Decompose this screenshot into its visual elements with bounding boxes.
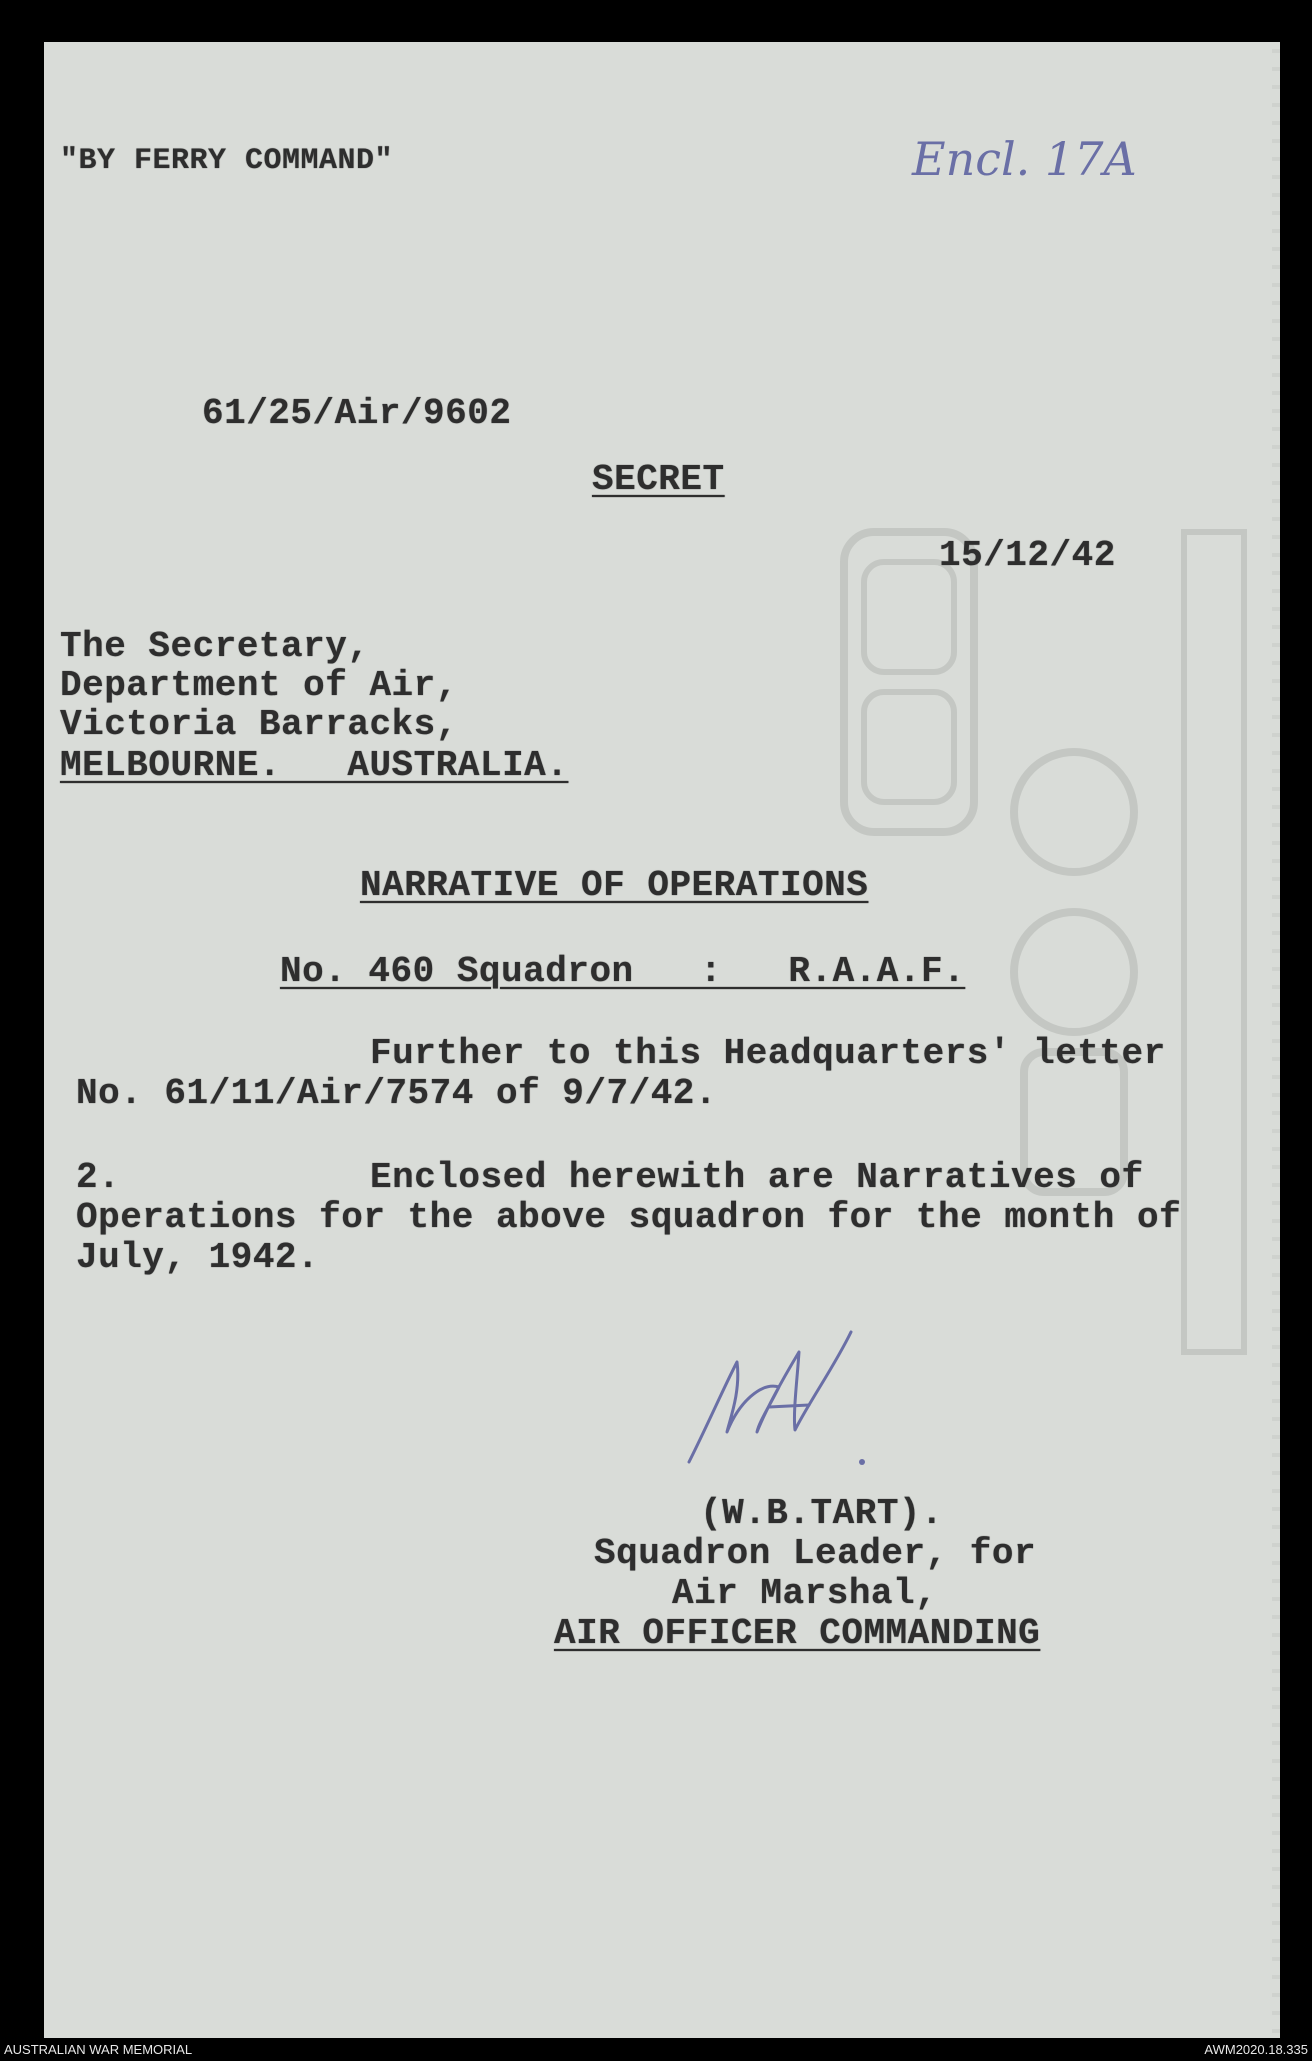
paragraph-2-line-2: Operations for the above squadron for the month of xyxy=(76,1197,1182,1238)
paragraph-2-line-3: July, 1942. xyxy=(76,1237,320,1278)
addressee-line-2: Department of Air, xyxy=(60,665,458,706)
archive-footer-left: AUSTRALIAN WAR MEMORIAL xyxy=(4,2042,193,2057)
signatory-name: (W.B.TART). xyxy=(700,1493,944,1534)
faint-stamp-watermark xyxy=(824,492,1284,1392)
paragraph-2-number: 2. xyxy=(76,1157,121,1198)
paragraph-1-line-1: Further to this Headquarters' letter xyxy=(370,1033,1166,1074)
document-page xyxy=(44,42,1276,2038)
signatory-rank: Squadron Leader, for xyxy=(594,1533,1037,1574)
file-reference-number: 61/25/Air/9602 xyxy=(202,393,512,434)
letter-date: 15/12/42 xyxy=(939,535,1116,576)
subject-unit: No. 460 Squadron : R.A.A.F. xyxy=(280,951,966,992)
subject-title: NARRATIVE OF OPERATIONS xyxy=(360,865,869,906)
signatory-office: AIR OFFICER COMMANDING xyxy=(554,1613,1041,1654)
archive-footer-right: AWM2020.18.335 xyxy=(1204,2042,1308,2057)
paragraph-1-line-2: No. 61/11/Air/7574 of 9/7/42. xyxy=(76,1073,718,1114)
handwritten-enclosure-note: Encl. 17A xyxy=(912,132,1137,186)
classification-label: SECRET xyxy=(592,459,725,500)
addressee-line-1: The Secretary, xyxy=(60,626,370,667)
dispatch-line: "BY FERRY COMMAND" xyxy=(60,144,394,178)
signatory-title: Air Marshal, xyxy=(672,1573,938,1614)
paragraph-2-line-1: Enclosed herewith are Narratives of xyxy=(370,1157,1144,1198)
addressee-line-4: MELBOURNE. AUSTRALIA. xyxy=(60,745,569,786)
addressee-line-3: Victoria Barracks, xyxy=(60,704,458,745)
handwritten-signature xyxy=(669,1312,879,1482)
